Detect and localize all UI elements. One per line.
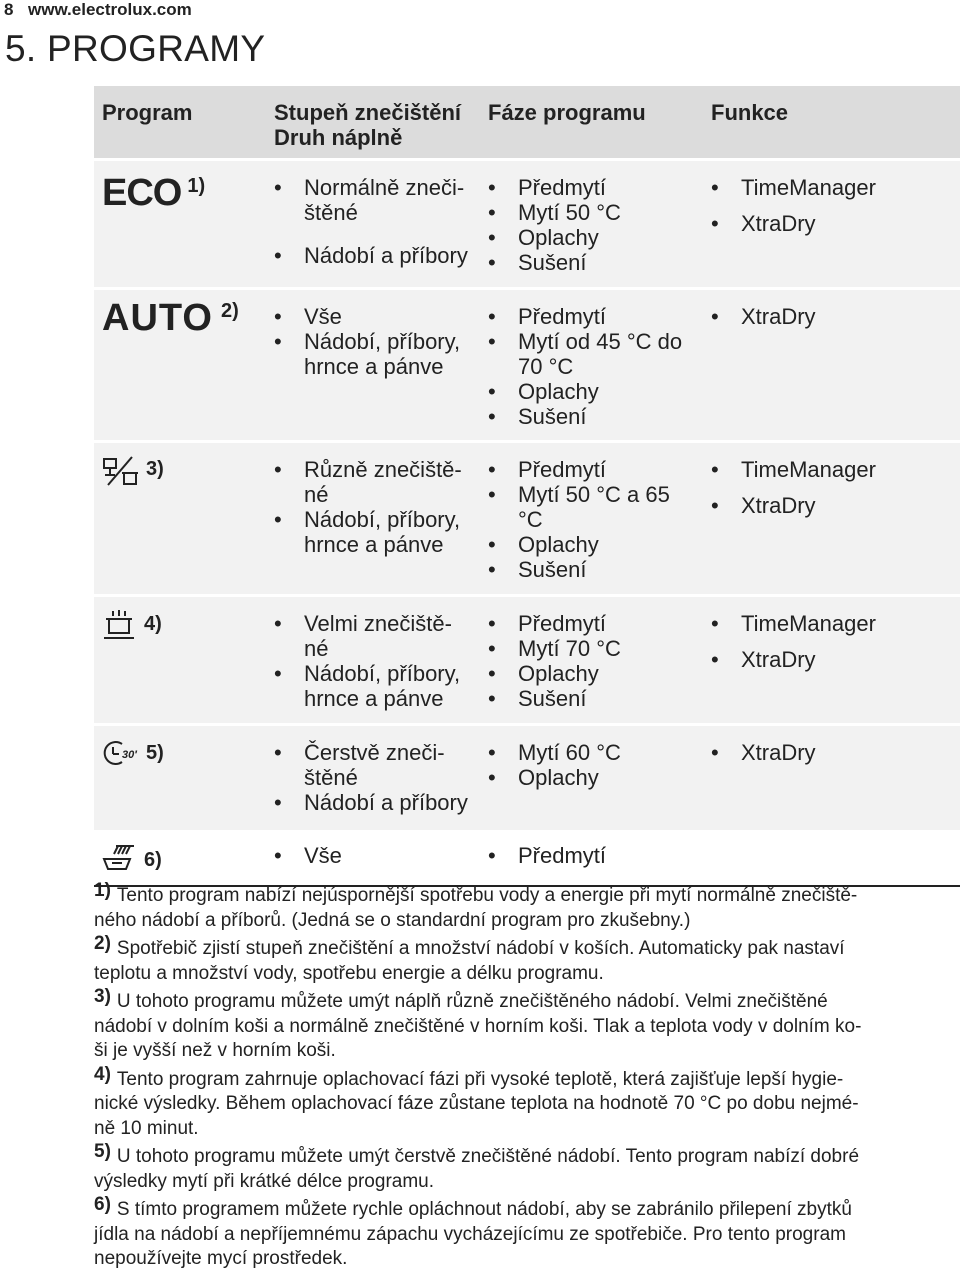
- col-header-phases: Fáze programu: [488, 100, 646, 125]
- auto-wordmark: AUTO: [102, 297, 213, 339]
- col-header-program: Program: [102, 100, 193, 125]
- soil-list: [274, 457, 462, 557]
- list-item: • Mytí 50 °C a 65 °C: [488, 482, 670, 532]
- footnote-mark: 2): [220, 300, 239, 322]
- list-item: • Sušení: [488, 404, 682, 429]
- footnote-text: U tohoto programu můžete umýt náplň různě znečištěného nádobí. Velmi znečištěné nádobí v dolním koši a normálně znečištěné v horním koši. Tlak a teplota vody v dolním ko- ši je vyšší než v horním koši.: [94, 991, 862, 1061]
- list-item: • Nádobí, příbory, hrnce a pánve: [274, 661, 460, 711]
- quick-30-clock-icon: [102, 738, 144, 768]
- table-row: [94, 443, 960, 597]
- list-item: • Vše: [274, 843, 342, 868]
- list-item: • Předmytí: [488, 304, 682, 329]
- page-number: 8: [4, 0, 14, 19]
- list-item: • XtraDry: [711, 740, 816, 765]
- list-item: • Různě znečiště- né: [274, 457, 462, 507]
- list-item: • Vše: [274, 304, 460, 329]
- site-url: www.electrolux.com: [28, 0, 192, 19]
- list-item: • XtraDry: [711, 211, 876, 236]
- list-item: • Předmytí: [488, 843, 606, 868]
- footnote-mark: 1): [94, 880, 111, 901]
- list-item: • XtraDry: [711, 493, 876, 518]
- function-list: [711, 740, 816, 776]
- footnote-mark: 3): [146, 458, 164, 480]
- table-header: [94, 86, 960, 161]
- list-item: • Čerstvě zneči- štěné: [274, 740, 468, 790]
- list-item: • Mytí 50 °C: [488, 200, 621, 225]
- phase-list: [488, 304, 682, 429]
- program-cell: [102, 455, 164, 487]
- list-item: • TimeManager: [711, 457, 876, 482]
- intensive-pot-icon: [102, 609, 136, 641]
- footnote: [94, 1194, 960, 1272]
- list-item: • Mytí 70 °C: [488, 636, 621, 661]
- page-header: [4, 0, 192, 20]
- table-row: [94, 290, 960, 443]
- svg-text:30′: 30′: [122, 749, 137, 761]
- soil-list: [274, 843, 342, 868]
- eco-wordmark: ECO: [102, 172, 182, 214]
- rinse-shower-icon: [102, 843, 138, 873]
- function-list: [711, 304, 816, 340]
- function-list: [711, 175, 876, 247]
- table-row: [94, 726, 960, 833]
- phase-list: [488, 175, 621, 275]
- list-item: • Sušení: [488, 557, 670, 582]
- phase-list: [488, 611, 621, 711]
- footnote-text: U tohoto programu můžete umýt čerstvě znečištěné nádobí. Tento program nabízí dobré výsledky mytí při krátké délce programu.: [94, 1146, 860, 1192]
- footnote-text: S tímto programem můžete rychle opláchnout nádobí, aby se zabránilo přilepení zbytků jídla na nádobí a nepříjemnému zápachu vycházejícímu ze spotřebiče. Pro tento program nepoužívejte mycí prostředek.: [94, 1199, 852, 1269]
- list-item: • Sušení: [488, 686, 621, 711]
- program-cell: [102, 297, 239, 339]
- list-item: • Nádobí, příbory, hrnce a pánve: [274, 329, 460, 379]
- program-cell: [102, 843, 162, 873]
- list-item: • Oplachy: [488, 225, 621, 250]
- phase-list: [488, 457, 670, 582]
- footnote: [94, 933, 960, 986]
- footnote: [94, 986, 960, 1064]
- function-list: [711, 457, 876, 529]
- footnote-mark: 6): [144, 849, 162, 871]
- mixed-load-icon: [102, 455, 142, 487]
- program-cell: [102, 738, 164, 768]
- list-item: • Nádobí a příbory: [274, 790, 468, 815]
- col-header-functions: Funkce: [711, 100, 789, 125]
- section-title: 5. PROGRAMY: [5, 28, 266, 69]
- phase-list: [488, 740, 621, 790]
- programs-table: [94, 86, 960, 887]
- list-item: • Předmytí: [488, 457, 670, 482]
- list-item: • Oplachy: [488, 379, 682, 404]
- program-cell: [102, 609, 162, 641]
- table-row: [94, 597, 960, 726]
- footnotes: [94, 880, 960, 1276]
- footnote: [94, 880, 960, 933]
- list-item: • TimeManager: [711, 175, 876, 200]
- footnote: [94, 1063, 960, 1142]
- soil-list: [274, 740, 468, 815]
- footnote: [94, 1141, 960, 1194]
- footnote-mark: 5): [146, 742, 164, 764]
- list-item: • Mytí 60 °C: [488, 740, 621, 765]
- list-item: • Oplachy: [488, 532, 670, 557]
- soil-list: [274, 611, 460, 711]
- footnote-mark: 3): [94, 986, 111, 1007]
- list-item: • XtraDry: [711, 304, 816, 329]
- list-item: • Předmytí: [488, 611, 621, 636]
- list-item: • Oplachy: [488, 661, 621, 686]
- footnote-mark: 4): [144, 613, 162, 635]
- soil-list: [274, 243, 468, 268]
- list-item: • Nádobí, příbory, hrnce a pánve: [274, 507, 462, 557]
- list-item: • Sušení: [488, 250, 621, 275]
- program-cell: [102, 172, 206, 214]
- footnote-mark: 5): [94, 1141, 111, 1162]
- list-item: • Normálně zneči- štěné: [274, 175, 464, 225]
- function-list: [711, 611, 876, 683]
- soil-list: [274, 304, 460, 379]
- list-item: • Velmi znečiště- né: [274, 611, 460, 661]
- footnote-mark: 4): [94, 1063, 111, 1085]
- phase-list: [488, 843, 606, 868]
- table-row: [94, 833, 960, 887]
- list-item: • Předmytí: [488, 175, 621, 200]
- footnote-mark: 1): [187, 175, 206, 197]
- footnote-text: Tento program zahrnuje oplachovací fázi při vysoké teplotě, která zajišťuje lepší hygie- nické výsledky. Během oplachovací fáze zůstane teplota na hodnotě 70 °C po dobu nejmé- ně 10 minut.: [94, 1068, 859, 1139]
- footnote-text: Spotřebič zjistí stupeň znečištění a množství nádobí v koších. Automaticky pak nastaví teplotu a množství vody, spotřebu energie a délku programu.: [94, 938, 845, 984]
- list-item: • TimeManager: [711, 611, 876, 636]
- footnote-mark: 6): [94, 1194, 111, 1215]
- soil-list: [274, 175, 464, 225]
- list-item: • Mytí od 45 °C do 70 °C: [488, 329, 682, 379]
- list-item: • Nádobí a příbory: [274, 243, 468, 268]
- col-header-soil: Stupeň znečištění Druh náplně: [274, 100, 462, 150]
- footnote-text: Tento program nabízí nejúspornější spotřebu vody a energie při mytí normálně znečiště- ného nádobí a příborů. (Jedná se o standardní program pro zkušebny.): [94, 885, 858, 931]
- footnote-mark: 2): [94, 933, 111, 954]
- list-item: • Oplachy: [488, 765, 621, 790]
- table-row: [94, 161, 960, 290]
- list-item: • XtraDry: [711, 647, 876, 672]
